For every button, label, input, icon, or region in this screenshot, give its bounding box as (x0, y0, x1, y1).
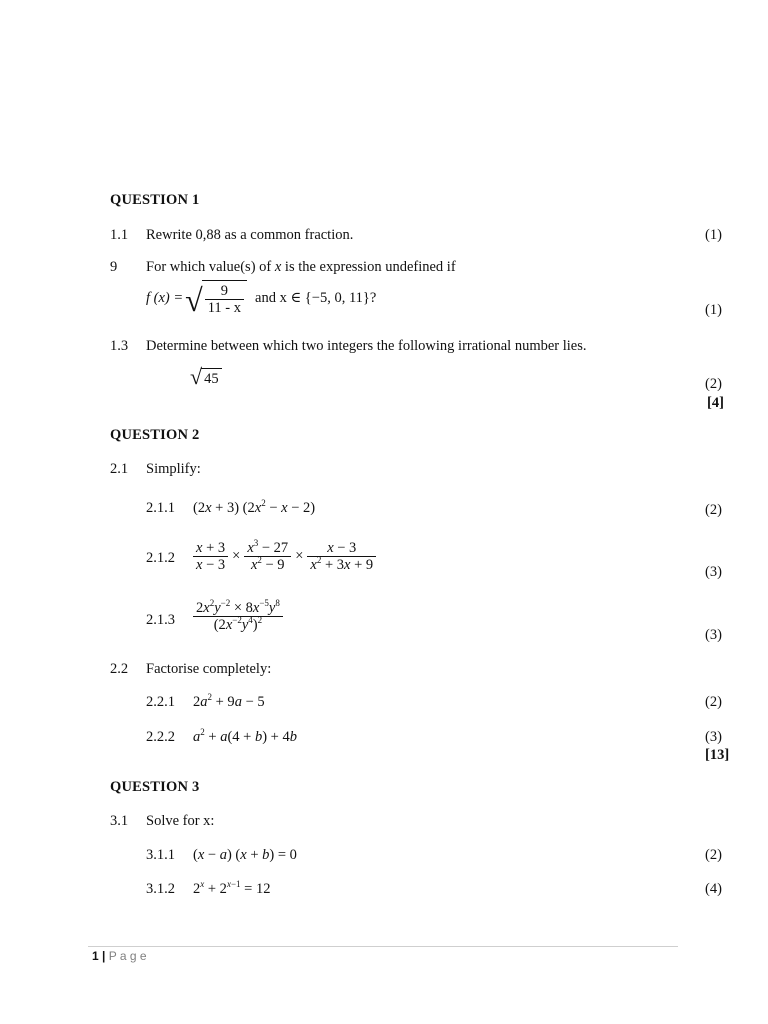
q2-1-number: 2.1 (110, 461, 129, 477)
q2-2-text: Factorise completely: (146, 661, 272, 677)
function-label: f (x) = (146, 289, 184, 306)
q3-1-2-expression: $2^x + 2^{x-1} = 12$ (193, 879, 271, 897)
q1-3-radical: √ 45 (190, 366, 222, 389)
q2-1-1-marks: (2) (705, 502, 722, 518)
question-1-heading: QUESTION 1 (110, 192, 200, 208)
q2-1-2-marks: (3) (705, 564, 722, 580)
q2-2-1-expression: $2a^2 + 9a - 5$ (193, 692, 265, 710)
q2-2-2-marks: (3) (705, 729, 722, 745)
q1-2-text: For which value(s) of x is the expression undefined if (146, 259, 456, 275)
q3-1-number: 3.1 (110, 813, 129, 829)
q2-1-2-expression: $\frac{x + 3}{x - 3}$ × $\frac{x^3 - 27}{x^2 - 9}$ × $\frac{x - 3}{x^2 + 3x + 9}$ (193, 540, 376, 573)
square-root: √ $\frac{9}{11 - x}$ (185, 280, 247, 316)
q1-2-marks: (1) (705, 302, 722, 318)
q2-2-number: 2.2 (110, 661, 129, 677)
fraction-numerator: 9 (220, 283, 228, 299)
q1-3-number: 1.3 (110, 338, 129, 354)
q1-1-text: Rewrite 0,88 as a common fraction. (146, 227, 354, 243)
q1-1-number: 1.1 (110, 227, 129, 243)
q2-1-2-number: 2.1.2 (146, 550, 175, 566)
footer-divider (88, 946, 678, 947)
domain-condition: and x ∈ {−5, 0, 11}? (255, 289, 377, 306)
question-2-total: [13] (705, 747, 730, 763)
q3-1-2-marks: (4) (705, 881, 722, 897)
q3-1-1-number: 3.1.1 (146, 847, 175, 863)
fraction-denominator: 11 - x (207, 300, 242, 316)
page-number: 1 (92, 949, 99, 963)
q2-1-3-number: 2.1.3 (146, 612, 175, 628)
q2-2-2-number: 2.2.2 (146, 729, 175, 745)
q2-2-1-number: 2.2.1 (146, 694, 175, 710)
q3-1-2-number: 3.1.2 (146, 881, 175, 897)
question-1-total: [4] (707, 395, 724, 411)
q2-1-3-expression: $\frac{2x^2y^{-2} \times 8x^{-5}y^8}{(2x^{-2}y^4)^2}$ (193, 600, 283, 633)
question-3-heading: QUESTION 3 (110, 779, 200, 795)
q2-1-text: Simplify: (146, 461, 201, 477)
q1-3-marks: (2) (705, 376, 722, 392)
q2-1-1-expression: (2x + 3) $(2x^2 - x - 2)$ (193, 498, 316, 516)
page-label: P a g e (108, 949, 147, 963)
q3-1-text: Solve for x: (146, 813, 215, 829)
q2-2-1-marks: (2) (705, 694, 722, 710)
q1-3-text: Determine between which two integers the following irrational number lies. (146, 338, 587, 354)
page-footer: 1 | P a g e (92, 949, 147, 963)
q3-1-1-marks: (2) (705, 847, 722, 863)
q2-1-1-number: 2.1.1 (146, 500, 175, 516)
q1-1-marks: (1) (705, 227, 722, 243)
q2-1-3-marks: (3) (705, 627, 722, 643)
q3-1-1-expression: (x − a) (x + b) = 0 (193, 847, 297, 863)
question-2-heading: QUESTION 2 (110, 427, 200, 443)
q2-2-2-expression: $a^2 + a(4 + b) + 4b$ (193, 727, 297, 745)
q1-2-number: 9 (110, 259, 118, 275)
q1-2-expression (146, 280, 376, 316)
